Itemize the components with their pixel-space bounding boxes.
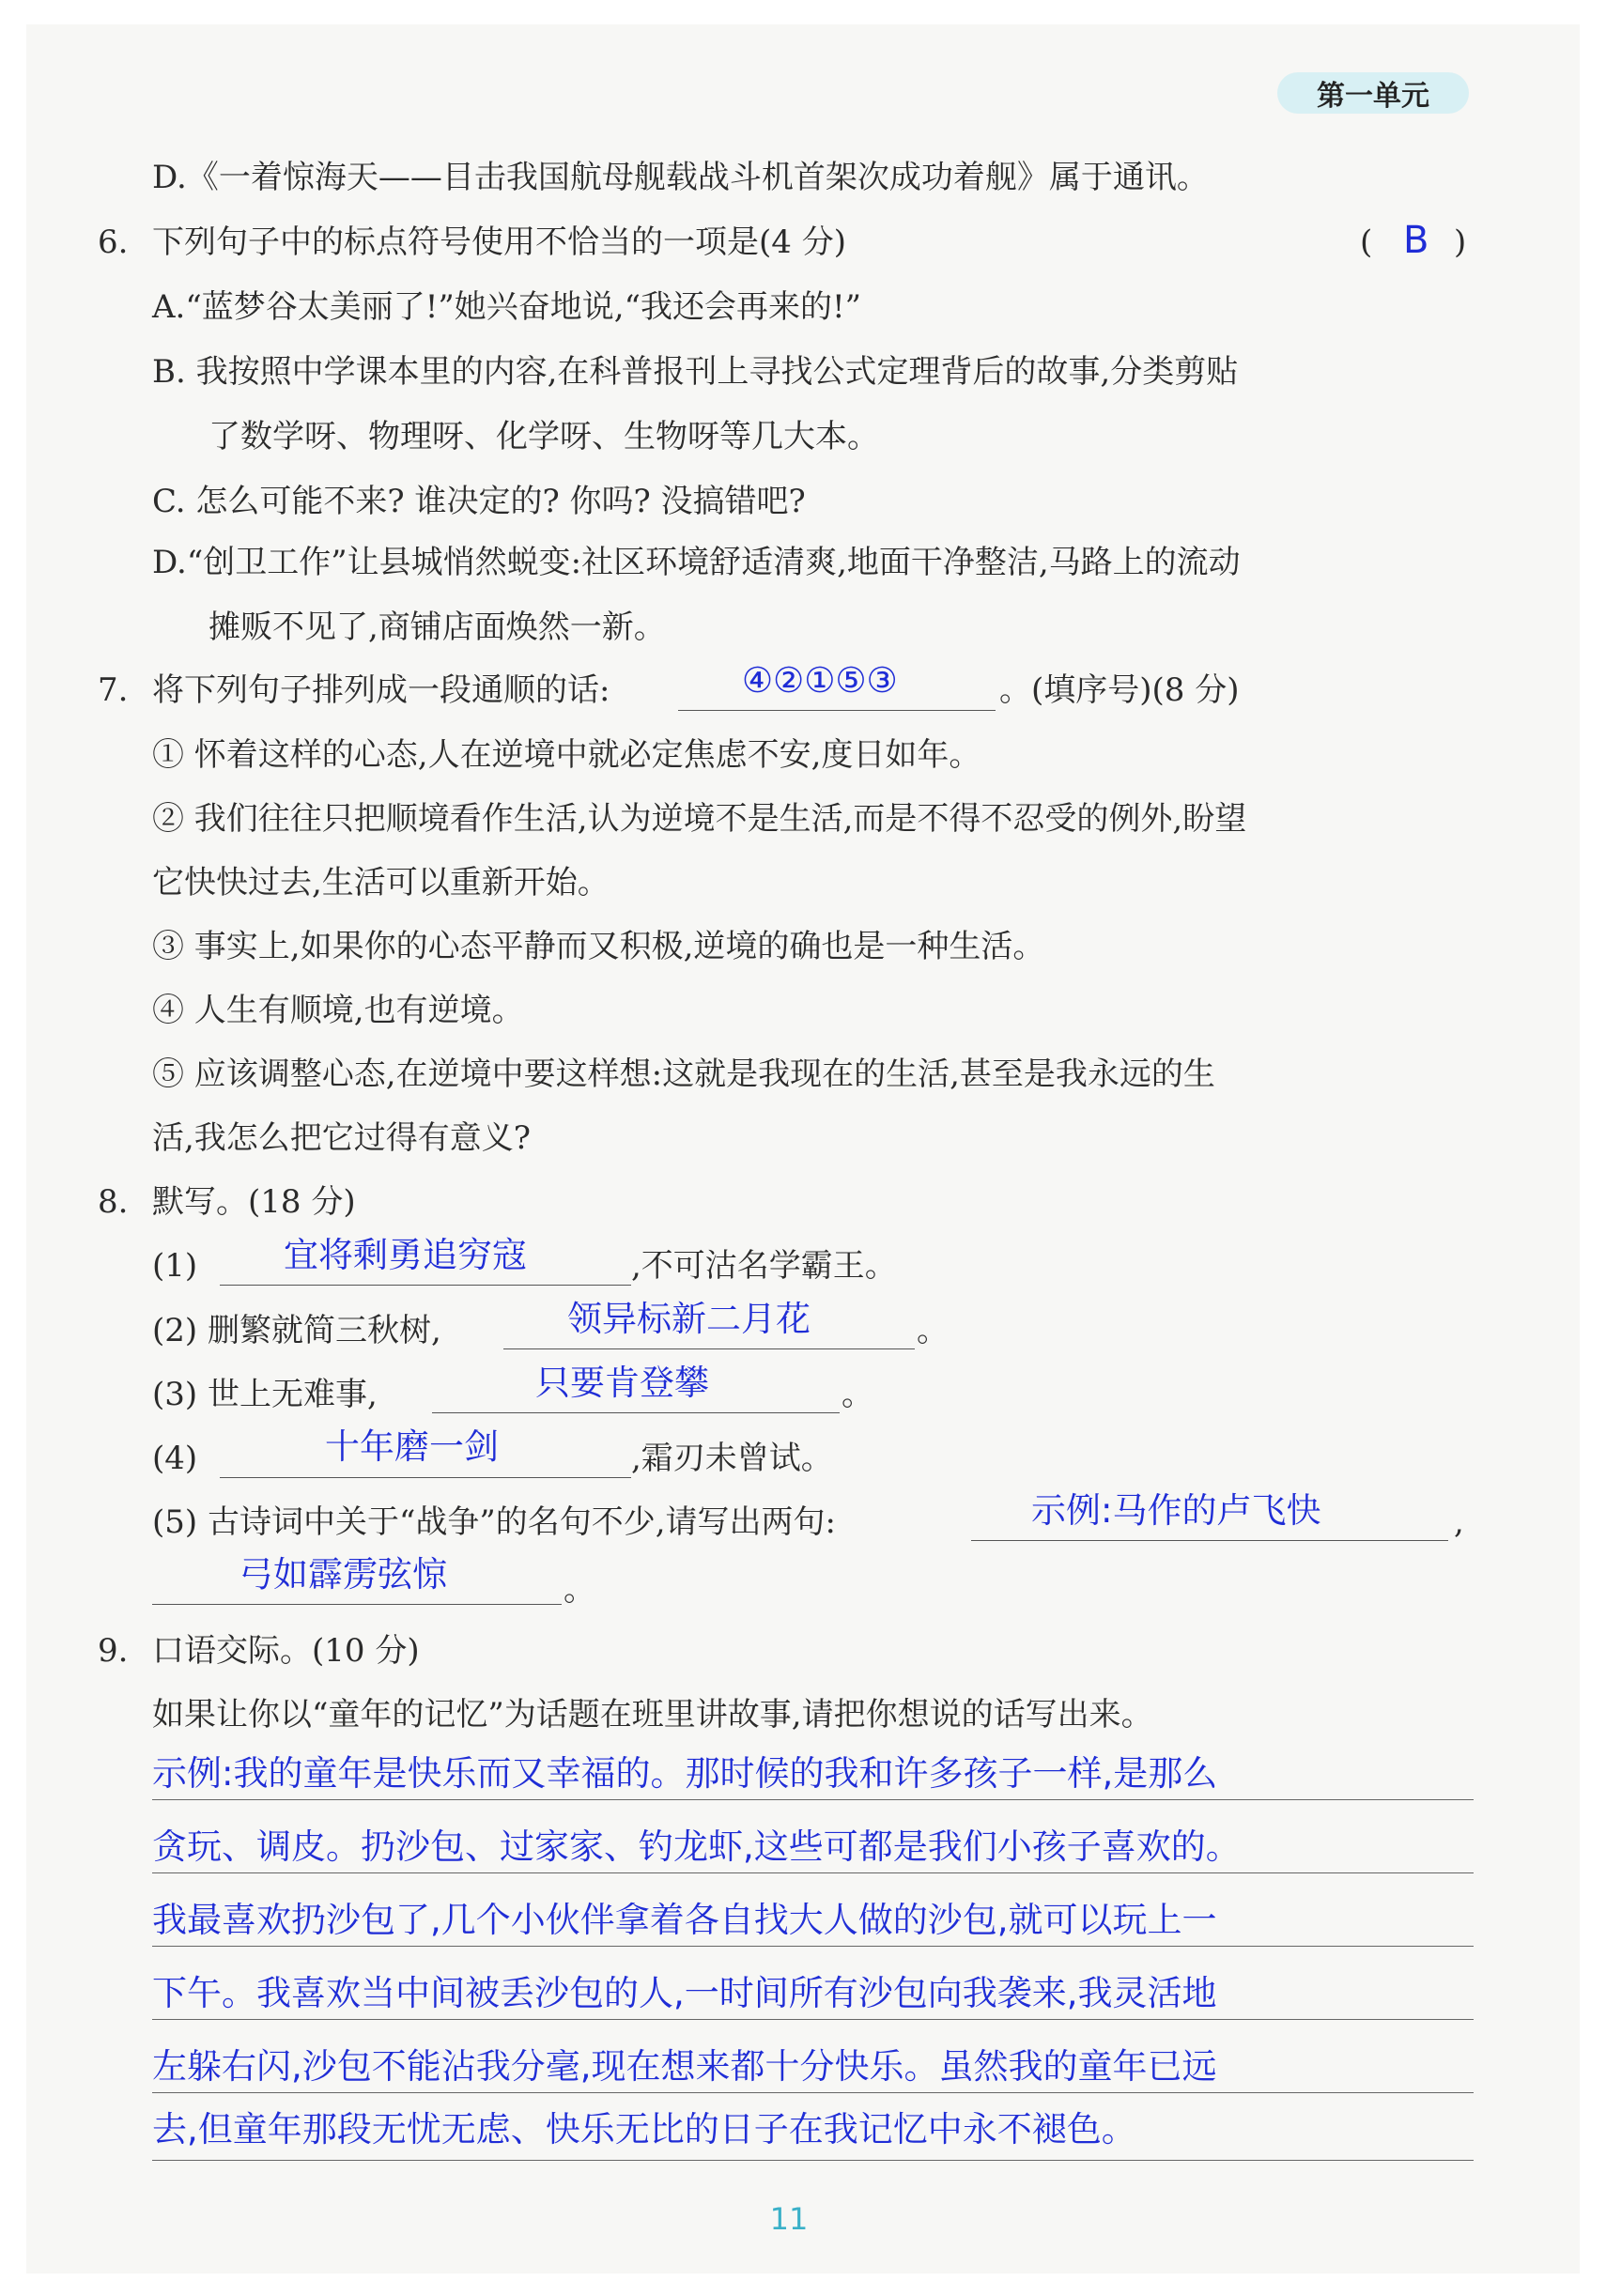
q9-answer-line: 左躲右闪,沙包不能沾我分毫,现在想来都十分快乐。虽然我的童年已远 — [152, 2046, 1217, 2087]
q9-writing-line — [152, 2160, 1474, 2161]
q8-item5-answer1: 示例:马作的卢飞快 — [1031, 1490, 1321, 1531]
q6-option-b-line2: 了数学呀、物理呀、化学呀、生物呀等几大本。 — [208, 418, 879, 455]
q9-writing-line — [152, 1872, 1474, 1873]
q9-stem: 口语交际。(10 分) — [152, 1632, 420, 1670]
q6-number: 6. — [98, 223, 129, 261]
q7-suffix: 。(填序号)(8 分) — [999, 671, 1240, 709]
q5-option-d: D.《一着惊海天——目击我国航母舰载战斗机首架次成功着舰》属于通讯。 — [152, 159, 1209, 196]
q7-number: 7. — [98, 671, 129, 709]
q9-writing-line — [152, 1946, 1474, 1947]
q9-writing-line — [152, 2092, 1474, 2093]
q8-item2-suffix: 。 — [917, 1312, 949, 1349]
q9-answer-line: 去,但童年那段无忧无虑、快乐无比的日子在我记忆中永不褪色。 — [152, 2109, 1136, 2150]
q8-item4-blank — [220, 1477, 631, 1478]
q9-answer-line: 示例:我的童年是快乐而又幸福的。那时候的我和许多孩子一样,是那么 — [152, 1753, 1218, 1794]
q8-item1-suffix: ,不可沽名学霸王。 — [631, 1247, 897, 1285]
q7-sentence-4: ④ 人生有顺境,也有逆境。 — [152, 992, 524, 1029]
q8-item2-prefix: (2) 删繁就简三秋树, — [152, 1312, 441, 1349]
q6-paren-close: ) — [1454, 223, 1467, 261]
q7-answer: ④②①⑤③ — [742, 660, 898, 701]
q8-item5-blank2 — [152, 1604, 562, 1605]
q8-item2-blank — [503, 1348, 915, 1349]
q7-stem: 将下列句子排列成一段通顺的话: — [152, 671, 610, 709]
q8-item3-suffix: 。 — [842, 1376, 873, 1413]
q7-sentence-1: ① 怀着这样的心态,人在逆境中就必定焦虑不安,度日如年。 — [152, 736, 981, 774]
q8-item4-answer: 十年磨一剑 — [325, 1426, 499, 1467]
q8-item3-blank — [432, 1412, 840, 1413]
q6-option-b-line1: B. 我按照中学课本里的内容,在科普报刊上寻找公式定理背后的故事,分类剪贴 — [152, 353, 1239, 391]
q9-prompt: 如果让你以“童年的记忆”为话题在班里讲故事,请把你想说的话写出来。 — [152, 1696, 1153, 1734]
q9-writing-line — [152, 1799, 1474, 1800]
q6-option-d-line2: 摊贩不见了,商铺店面焕然一新。 — [208, 609, 666, 646]
q7-sentence-5-line2: 活,我怎么把它过得有意义? — [152, 1119, 532, 1157]
q7-sentence-2-line1: ② 我们往往只把顺境看作生活,认为逆境不是生活,而是不得不忍受的例外,盼望 — [152, 800, 1247, 838]
q8-item3-prefix: (3) 世上无难事, — [152, 1376, 378, 1413]
q9-answer-line: 贪玩、调皮。扔沙包、过家家、钓龙虾,这些可都是我们小孩子喜欢的。 — [152, 1826, 1241, 1867]
q8-item3-answer: 只要肯登攀 — [535, 1363, 709, 1403]
q9-number: 9. — [98, 1632, 129, 1670]
q6-option-a: A.“蓝梦谷太美丽了!”她兴奋地说,“我还会再来的!” — [152, 288, 862, 326]
page-number: 11 — [769, 2201, 809, 2237]
q6-option-d-line1: D.“创卫工作”让县城悄然蜕变:社区环境舒适清爽,地面干净整洁,马路上的流动 — [152, 544, 1241, 581]
q9-answer-line: 下午。我喜欢当中间被丢沙包的人,一时间所有沙包向我袭来,我灵活地 — [152, 1973, 1217, 2013]
q8-number: 8. — [98, 1183, 129, 1221]
q6-answer: B — [1403, 219, 1429, 262]
q9-writing-line — [152, 2019, 1474, 2020]
q8-item5-answer2: 弓如霹雳弦惊 — [239, 1554, 447, 1595]
q7-answer-blank — [678, 710, 996, 711]
q8-item5-prefix: (5) 古诗词中关于“战争”的名句不少,请写出两句: — [152, 1503, 836, 1541]
q8-item1-blank — [220, 1285, 631, 1286]
q8-item4-suffix: ,霜刃未曾试。 — [631, 1440, 833, 1477]
q8-item4-label: (4) — [152, 1440, 198, 1477]
q6-option-c: C. 怎么可能不来? 谁决定的? 你吗? 没搞错吧? — [152, 483, 806, 520]
q8-item5-comma: , — [1454, 1503, 1464, 1541]
q7-sentence-3: ③ 事实上,如果你的心态平静而又积极,逆境的确也是一种生活。 — [152, 928, 1045, 965]
q8-item5-end: 。 — [564, 1571, 595, 1609]
q7-sentence-2-line2: 它快快过去,生活可以重新开始。 — [152, 864, 610, 901]
q8-item1-answer: 宜将剩勇追穷寇 — [284, 1235, 527, 1275]
q8-item5-blank1 — [971, 1540, 1448, 1541]
q6-stem: 下列句子中的标点符号使用不恰当的一项是(4 分) — [152, 223, 846, 261]
q7-sentence-5-line1: ⑤ 应该调整心态,在逆境中要这样想:这就是我现在的生活,甚至是我永远的生 — [152, 1056, 1215, 1093]
q9-answer-line: 我最喜欢扔沙包了,几个小伙伴拿着各自找大人做的沙包,就可以玩上一 — [152, 1900, 1217, 1940]
q6-paren-open: ( — [1360, 223, 1373, 261]
q8-stem: 默写。(18 分) — [152, 1183, 356, 1221]
unit-tag: 第一单元 — [1277, 72, 1469, 114]
q8-item2-answer: 领异标新二月花 — [567, 1299, 811, 1339]
q8-item1-label: (1) — [152, 1247, 198, 1285]
